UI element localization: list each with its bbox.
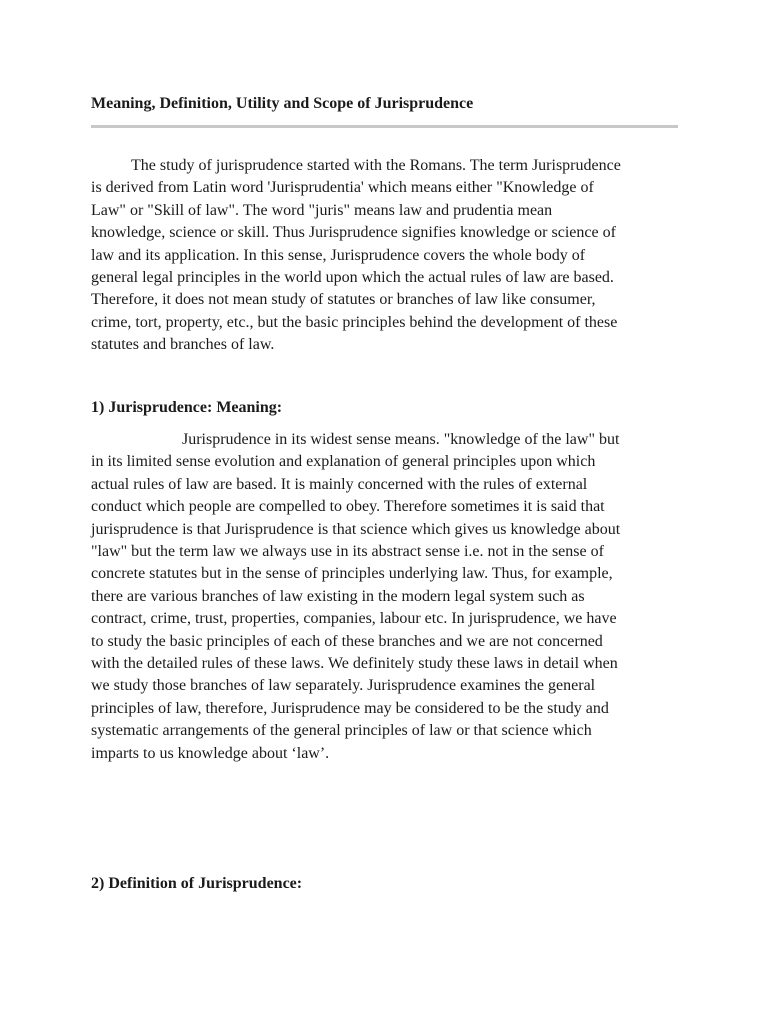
intro-line: knowledge, science or skill. Thus Jurisprudence signifies knowledge or science of (91, 224, 616, 242)
meaning-line: actual rules of law are based. It is mainly concerned with the rules of external (91, 475, 588, 493)
intro-line: The study of jurisprudence started with the Romans. The term Jurisprudence (131, 157, 621, 174)
section-heading-meaning: 1) Jurisprudence: Meaning: (91, 399, 283, 416)
meaning-line: jurisprudence is that Jurisprudence is that science which gives us knowledge about (91, 520, 621, 538)
meaning-line: "law" but the term law we always use in its abstract sense i.e. not in the sense of (91, 543, 604, 561)
meaning-line: conduct which people are compelled to obey. Therefore sometimes it is said that (91, 498, 605, 516)
intro-line: Law" or "Skill of law". The word "juris" means law and prudentia mean (91, 201, 553, 219)
meaning-line: contract, crime, trust, properties, companies, labour etc. In jurisprudence, we have (91, 610, 617, 628)
meaning-line: systematic arrangements of the general principles of law or that science which (91, 722, 592, 740)
meaning-line: Jurisprudence in its widest sense means. "knowledge of the law" but (182, 431, 620, 448)
meaning-paragraph (91, 429, 681, 765)
meaning-line: concrete statutes but in the sense of principles underlying law. Thus, for example, (91, 565, 613, 583)
title-divider (91, 125, 678, 128)
intro-line: law and its application. In this sense, Jurisprudence covers the whole body of (91, 246, 586, 264)
meaning-line: in its limited sense evolution and explanation of general principles upon which (91, 453, 596, 471)
intro-line: Therefore, it does not mean study of statutes or branches of law like consumer, (91, 291, 596, 309)
section-heading-definition: 2) Definition of Jurisprudence: (91, 875, 303, 892)
meaning-line: we study those branches of law separately. Jurisprudence examines the general (91, 677, 596, 695)
meaning-line: to study the basic principles of each of these branches and we are not concerned (91, 632, 603, 650)
meaning-line: there are various branches of law existing in the modern legal system such as (91, 587, 585, 605)
intro-line: crime, tort, property, etc., but the basic principles behind the development of these (91, 313, 618, 331)
intro-line: statutes and branches of law. (91, 336, 275, 354)
meaning-line: with the detailed rules of these laws. We definitely study these laws in detail when (91, 655, 618, 673)
intro-line: general legal principles in the world upon which the actual rules of law are based. (91, 269, 614, 287)
intro-line: is derived from Latin word 'Jurisprudentia' which means either "Knowledge of (91, 179, 594, 197)
meaning-line: imparts to us knowledge about ‘law’. (91, 744, 330, 762)
document-title: Meaning, Definition, Utility and Scope of Jurisprudence (91, 95, 474, 112)
intro-paragraph (91, 155, 681, 357)
meaning-line: principles of law, therefore, Jurisprudence may be considered to be the study and (91, 699, 609, 717)
